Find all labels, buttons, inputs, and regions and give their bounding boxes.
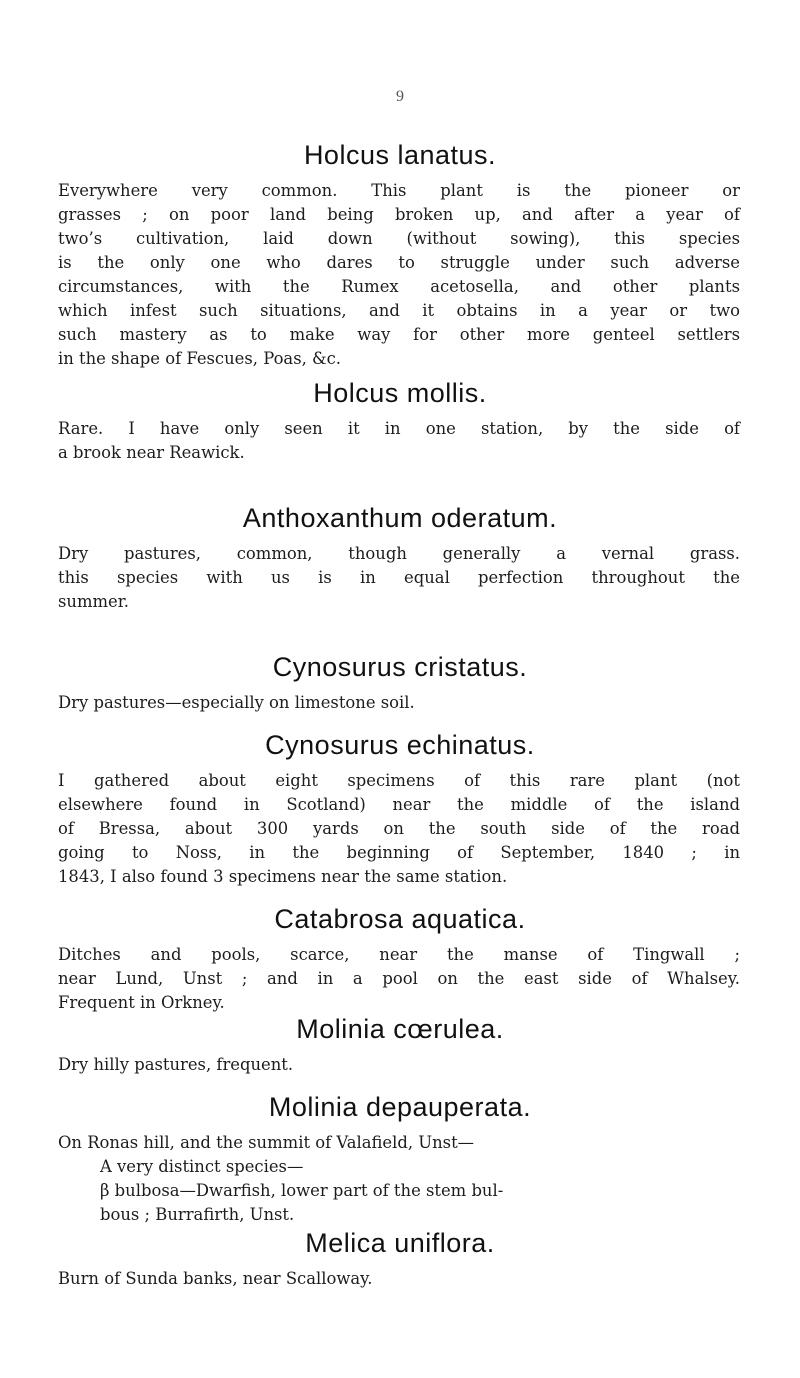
species-text-holcus-mollis [58,417,740,465]
text-line: grasses ; on poor land being broken up, and after a year of [58,205,740,224]
text-line: elsewhere found in Scotland) near the middle of the island [58,795,740,814]
text-line: summer. [58,592,129,611]
text-line: this species with us is in equal perfection throughout the [58,568,740,587]
species-text-cynosurus-cristatus [58,691,740,715]
text-line: in the shape of Fescues, Poas, &c. [58,349,342,368]
text-line: On Ronas hill, and the summit of Valafield, Unst— [58,1133,475,1152]
species-heading-holcus-lanatus: Holcus lanatus. [303,140,497,170]
species-text-molinia-depauperata [58,1131,740,1227]
text-line: two’s cultivation, laid down (without sowing), this species [58,229,740,248]
text-line: bous ; Burrafirth, Unst. [100,1205,295,1224]
text-line: such mastery as to make way for other more genteel settlers [58,325,740,344]
species-text-anthoxanthum-oderatum [58,542,740,614]
species-heading-anthoxanthum-oderatum: Anthoxanthum oderatum. [242,503,558,533]
text-line: circumstances, with the Rumex acetosella, and other plants [58,277,740,296]
species-heading-molinia-depauperata: Molinia depauperata. [268,1092,532,1122]
text-line: Rare. I have only seen it in one station, by the side of [58,419,740,438]
text-line: Everywhere very common. This plant is the pioneer or [58,181,740,200]
text-line: going to Noss, in the beginning of September, 1840 ; in [58,843,740,862]
text-line: which infest such situations, and it obtains in a year or two [58,301,740,320]
species-text-melica-uniflora [58,1267,740,1291]
text-line: a brook near Reawick. [58,443,245,462]
species-heading-cynosurus-echinatus: Cynosurus echinatus. [265,730,535,760]
text-line: 1843, I also found 3 specimens near the same station. [58,867,508,886]
text-line: β bulbosa—Dwarfish, lower part of the stem bul- [100,1181,504,1200]
text-line: of Bressa, about 300 yards on the south side of the road [58,819,740,838]
species-text-cynosurus-echinatus [58,769,740,889]
text-line: Dry pastures, common, though generally a vernal grass. [58,544,740,563]
text-line: A very distinct species— [100,1157,304,1176]
species-text-holcus-lanatus [58,179,740,371]
text-line: near Lund, Unst ; and in a pool on the east side of Whalsey. [58,969,740,988]
species-text-molinia-coerulea [58,1053,740,1077]
species-heading-holcus-mollis: Holcus mollis. [313,378,487,408]
page-number: 9 [396,88,404,105]
text-line: Ditches and pools, scarce, near the manse of Tingwall ; [58,945,740,964]
text-line: Frequent in Orkney. [58,993,225,1012]
species-text-catabrosa-aquatica [58,943,740,1015]
text-line: is the only one who dares to struggle under such adverse [58,253,740,272]
species-heading-catabrosa-aquatica: Catabrosa aquatica. [274,904,526,934]
text-line: Burn of Sunda banks, near Scalloway. [58,1269,373,1288]
species-heading-cynosurus-cristatus: Cynosurus cristatus. [272,652,528,682]
text-line: Dry hilly pastures, frequent. [58,1055,294,1074]
text-line: Dry pastures—especially on limestone soil. [58,693,415,712]
text-line: I gathered about eight specimens of this rare plant (not [58,771,740,790]
species-heading-melica-uniflora: Melica uniflora. [305,1228,495,1258]
species-heading-molinia-coerulea: Molinia cœrulea. [296,1014,504,1044]
